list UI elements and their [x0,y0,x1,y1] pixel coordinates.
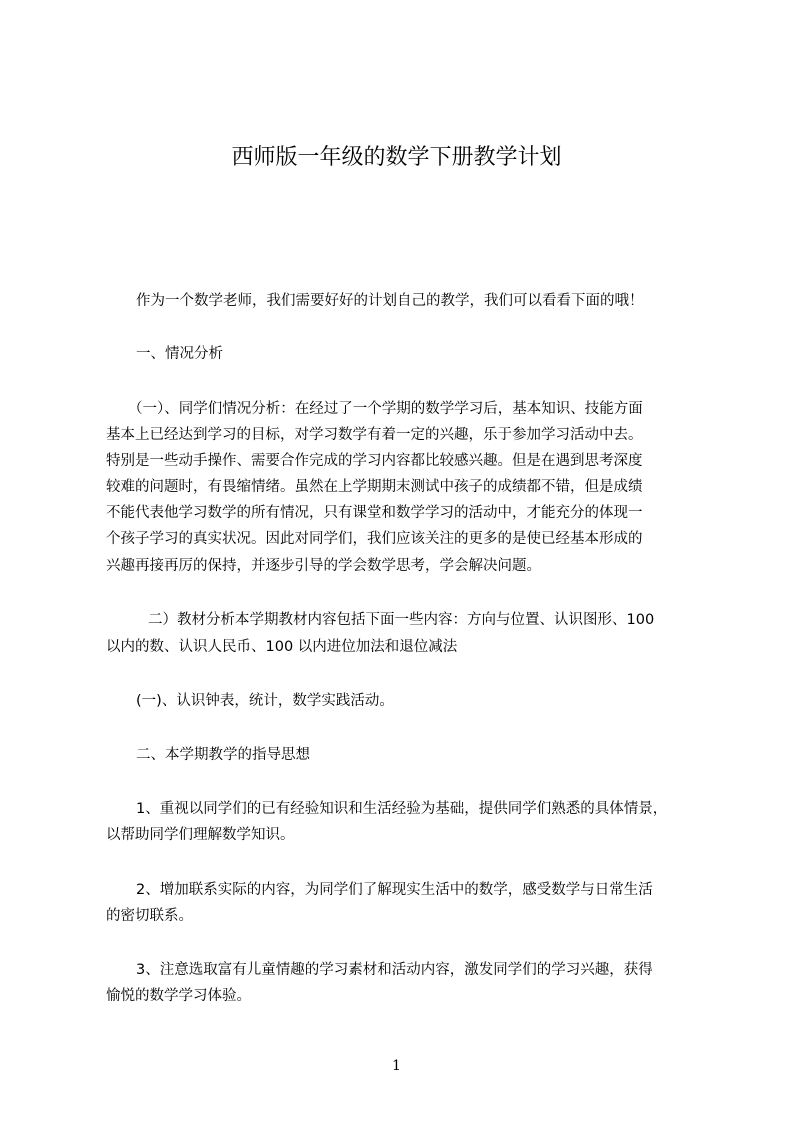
student-analysis-line-2: 基本上已经达到学习的目标，对学习数学有着一定的兴趣，乐于参加学习活动中去。 [106,427,643,443]
textbook-analysis-line-1: 二）教材分析本学期教材内容包括下面一些内容：方向与位置、认识图形、100 [148,612,655,628]
page-number: 1 [392,1058,401,1074]
student-analysis-line-7: 兴趣再接再厉的保持，并逐步引导的学会数学思考，学会解决问题。 [106,558,541,574]
guiding-item-3-line-2: 愉悦的数学学习体验。 [106,988,251,1004]
section-heading-situation-analysis: 一、情况分析 [136,346,223,362]
student-analysis-line-4: 较难的问题时，有畏缩情绪。虽然在上学期期末测试中孩子的成绩都不错，但是成绩 [106,479,643,495]
guiding-item-1-line-1: 1、重视以同学们的已有经验知识和生活经验为基础，提供同学们熟悉的具体情景， [136,801,668,817]
clock-statistics-paragraph: (一)、认识钟表，统计，数学实践活动。 [136,693,394,709]
page-title: 西师版一年级的数学下册教学计划 [231,145,562,170]
textbook-analysis-line-2: 以内的数、认识人民币、100 以内进位加法和退位减法 [106,639,458,655]
guiding-item-3-line-1: 3、注意选取富有儿童情趣的学习素材和活动内容，激发同学们的学习兴趣，获得 [136,962,653,978]
guiding-item-2-line-1: 2、增加联系实际的内容，为同学们了解现实生活中的数学，感受数学与日常生活 [136,882,653,898]
student-analysis-line-3: 特别是一些动手操作、需要合作完成的学习内容都比较感兴趣。但是在遇到思考深度 [106,453,643,469]
intro-paragraph: 作为一个数学老师，我们需要好好的计划自己的教学，我们可以看看下面的哦！ [136,293,644,309]
section-heading-guiding-ideas: 二、本学期教学的指导思想 [136,747,310,763]
student-analysis-line-6: 个孩子学习的真实状况。因此对同学们，我们应该关注的更多的是使已经基本形成的 [106,531,643,547]
guiding-item-2-line-2: 的密切联系。 [106,908,193,924]
guiding-item-1-line-2: 以帮助同学们理解数学知识。 [106,827,295,843]
student-analysis-line-1: （一）、同学们情况分析：在经过了一个学期的数学学习后，基本知识、技能方面 [128,401,643,417]
student-analysis-line-5: 不能代表他学习数学的所有情况，只有课堂和数学学习的活动中，才能充分的体现一 [106,505,643,521]
